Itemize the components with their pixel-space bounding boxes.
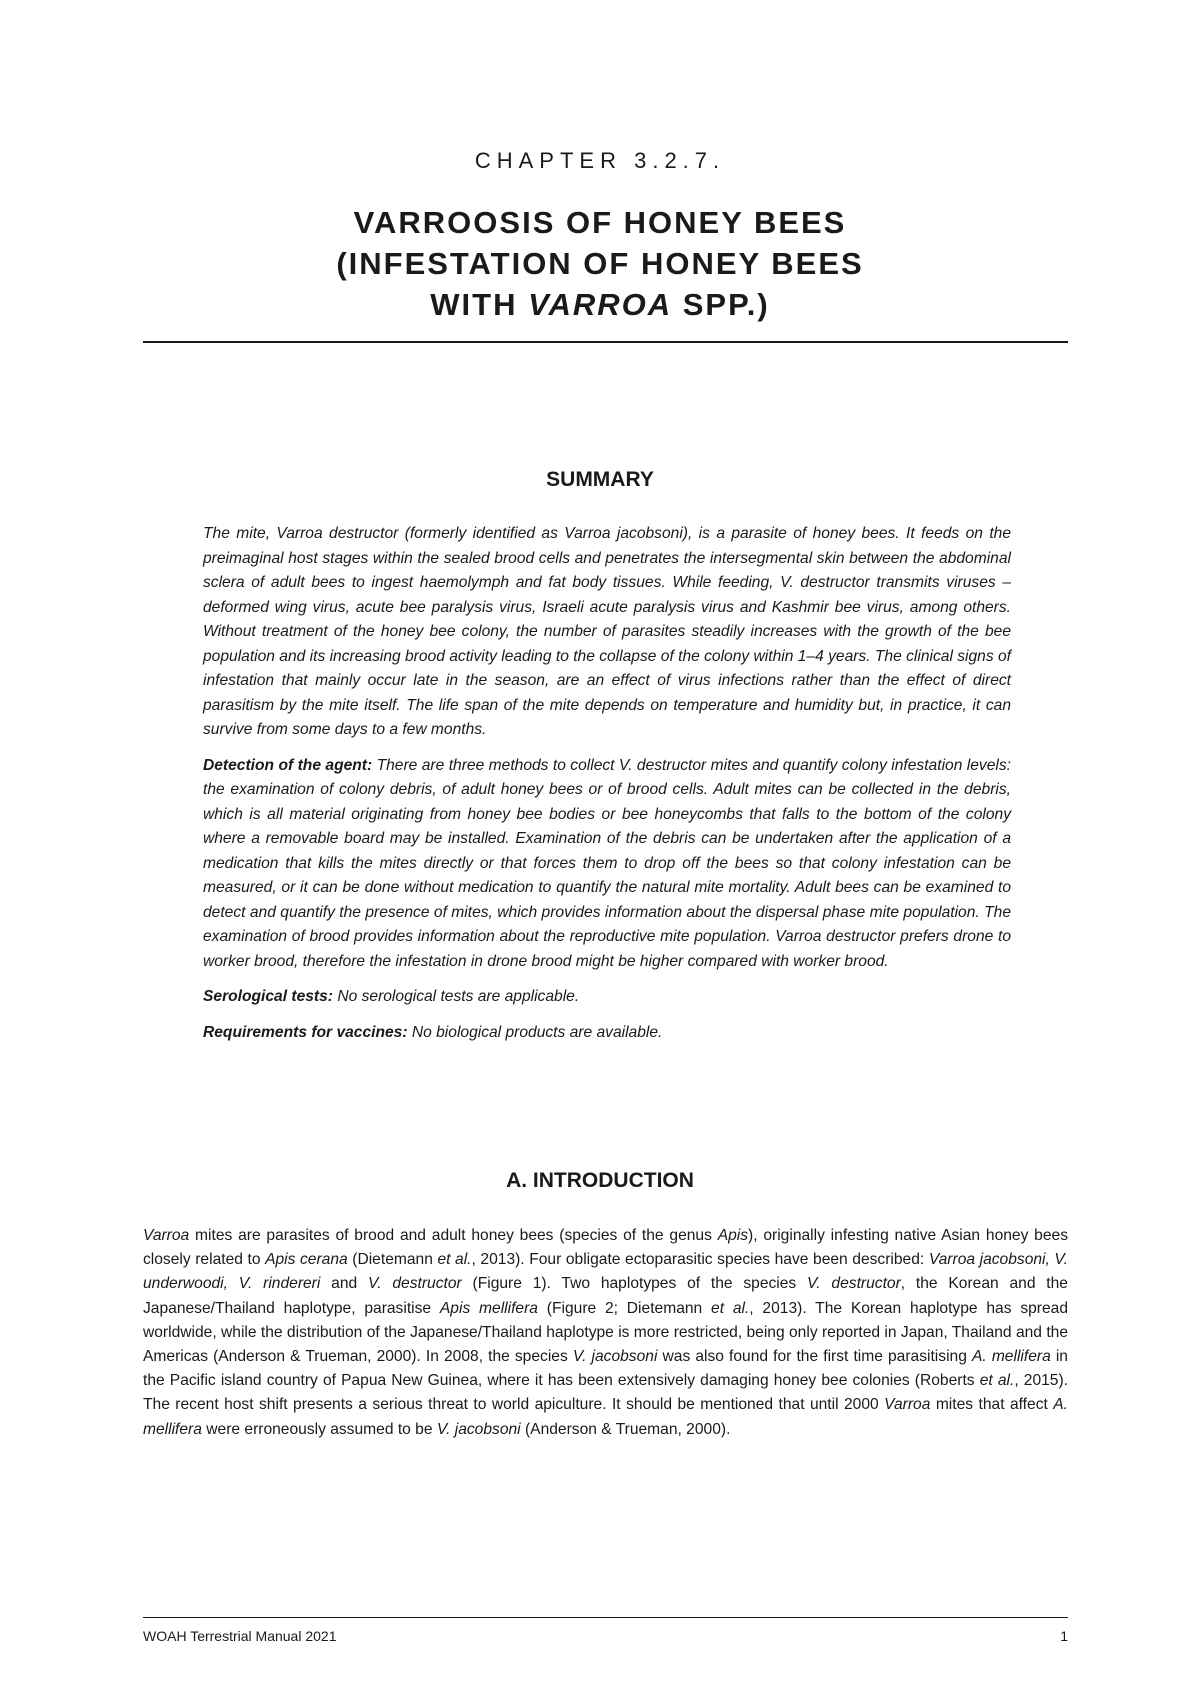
introduction-text-run: ), originally infesting native Asian honey bees closely related to: [143, 1227, 1068, 1269]
title-line-3-italic: VARROA: [528, 287, 673, 322]
title-line-3-post: SPP.): [672, 287, 770, 322]
title-line-3: [0, 284, 1200, 325]
introduction-text-run: mites that affect: [930, 1396, 1054, 1414]
summary-section: [203, 522, 1011, 1056]
summary-paragraph: The mite, Varroa destructor (formerly identified as Varroa jacobsoni), is a parasite of honey bees. It feeds on the preimaginal host stages within the sealed brood cells and penetrates the intersegmental skin between the abdominal sclera of adult bees to ingest haemolymph and fat body tissues. While feeding, V. destructor transmits viruses – deformed wing virus, acute bee paralysis virus, Israeli acute paralysis virus and Kashmir bee virus, among others. Without treatment of the honey bee colony, the number of parasites steadily increases with the growth of the bee population and its increasing brood activity leading to the collapse of the colony within 1–4 years. The clinical signs of infestation that mainly occur late in the season, are an effect of virus infections rather than the effect of direct parasitism by the mite itself. The life span of the mite depends on temperature and humidity but, in practice, it can survive from some days to a few months.: [203, 525, 1011, 738]
introduction-text-run: in the Pacific island country of Papua New Guinea, where it has been extensively damaging honey bee colonies (Roberts: [143, 1348, 1068, 1390]
introduction-italic-run: et al.: [437, 1251, 472, 1269]
introduction-italic-run: Apis: [717, 1227, 749, 1244]
vaccines-text: No biological products are available.: [407, 1023, 663, 1041]
title-line-2: (INFESTATION OF HONEY BEES: [336, 246, 864, 281]
introduction-text-run: (Dietemann: [347, 1251, 438, 1269]
introduction-italic-run: V. jacobsoni: [572, 1348, 658, 1366]
introduction-text-run: mites are parasites of brood and adult honey bees (species of the genus: [189, 1227, 718, 1244]
serology-label: Serological tests:: [203, 988, 333, 1005]
title-line-1: VARROOSIS OF HONEY BEES: [353, 205, 847, 240]
introduction-italic-run: Varroa: [143, 1227, 190, 1244]
introduction-italic-run: Apis mellifera: [439, 1299, 538, 1317]
detection-paragraph: [203, 754, 1011, 975]
introduction-text-run: (Anderson & Trueman, 2000).: [520, 1420, 731, 1438]
document-title: [0, 202, 1200, 325]
serology-paragraph: [203, 985, 1011, 1010]
introduction-text-run: , 2013). Four obligate ectoparasitic species have been described:: [471, 1251, 929, 1269]
introduction-section: [143, 1224, 1068, 1442]
introduction-text-run: , 2015). The recent host shift presents a serious threat to world apiculture. It should be mentioned that until 2000: [143, 1372, 1068, 1414]
introduction-italic-run: A. mellifera: [143, 1396, 1068, 1438]
introduction-heading: A. INTRODUCTION: [506, 1169, 694, 1192]
introduction-text-run: , 2013). The Korean haplotype has spread worldwide, while the distribution of the Japanese/Thailand haplotype is more restricted, being only reported in Japan, Thailand and the Americas (Anderson & Trueman, 2000). In 2008, the species: [143, 1299, 1068, 1366]
detection-text: There are three methods to collect V. destructor mites and quantify colony infestation levels: the examination of colony debris, of adult honey bees or of brood cells. Adult mites can be collected in the debris, which is all material originating from honey bee bodies or bee honeycombs that falls to the bottom of the colony where a removable board may be installed. Examination of the debris can be undertaken after the application of a medication that kills the mites directly or that forces them to drop off the bees so that colony infestation can be measured, or it can be done without medication to quantify the natural mite mortality. Adult bees can be examined to detect and quantify the presence of mites, which provides information about the dispersal phase mite population. The examination of brood provides information about the reproductive mite population. Varroa destructor prefers drone to worker brood, therefore the infestation in drone brood might be higher compared with worker brood.: [203, 756, 1011, 970]
serology-text: No serological tests are applicable.: [333, 988, 580, 1005]
introduction-text-run: were erroneously assumed to be: [201, 1420, 437, 1438]
introduction-text-run: was also found for the first time parasitising: [657, 1348, 972, 1366]
introduction-italic-run: V. jacobsoni: [436, 1420, 521, 1438]
introduction-italic-run: V. destructor: [367, 1275, 462, 1293]
introduction-text-run: and: [320, 1275, 368, 1293]
summary-heading: SUMMARY: [546, 468, 654, 491]
introduction-text-run: , the Korean and the Japanese/Thailand haplotype, parasitise: [143, 1275, 1068, 1317]
introduction-italic-run: Varroa: [884, 1396, 931, 1414]
introduction-italic-run: Apis cerana: [265, 1251, 348, 1269]
introduction-italic-run: A. mellifera: [971, 1348, 1051, 1366]
detection-label: Detection of the agent:: [203, 756, 373, 774]
page-number: 1: [1060, 1628, 1068, 1644]
introduction-text-run: (Figure 2; Dietemann: [537, 1299, 712, 1317]
vaccines-label: Requirements for vaccines:: [203, 1023, 408, 1041]
introduction-italic-run: et al.: [979, 1372, 1015, 1390]
vaccines-paragraph: [203, 1021, 1011, 1046]
title-line-3-pre: WITH: [430, 287, 529, 322]
introduction-text-run: (Figure 1). Two haplotypes of the species: [461, 1275, 808, 1293]
introduction-italic-run: Varroa jacobsoni, V. underwoodi, V. rindereri: [143, 1251, 1068, 1293]
introduction-italic-run: V. destructor: [807, 1275, 901, 1293]
title-divider: [143, 341, 1068, 343]
footer-publication: WOAH Terrestrial Manual 2021: [143, 1628, 337, 1644]
introduction-paragraph: [143, 1224, 1068, 1442]
introduction-italic-run: et al.: [711, 1299, 750, 1317]
footer-divider: [143, 1617, 1068, 1618]
chapter-number: CHAPTER 3.2.7.: [474, 148, 726, 173]
